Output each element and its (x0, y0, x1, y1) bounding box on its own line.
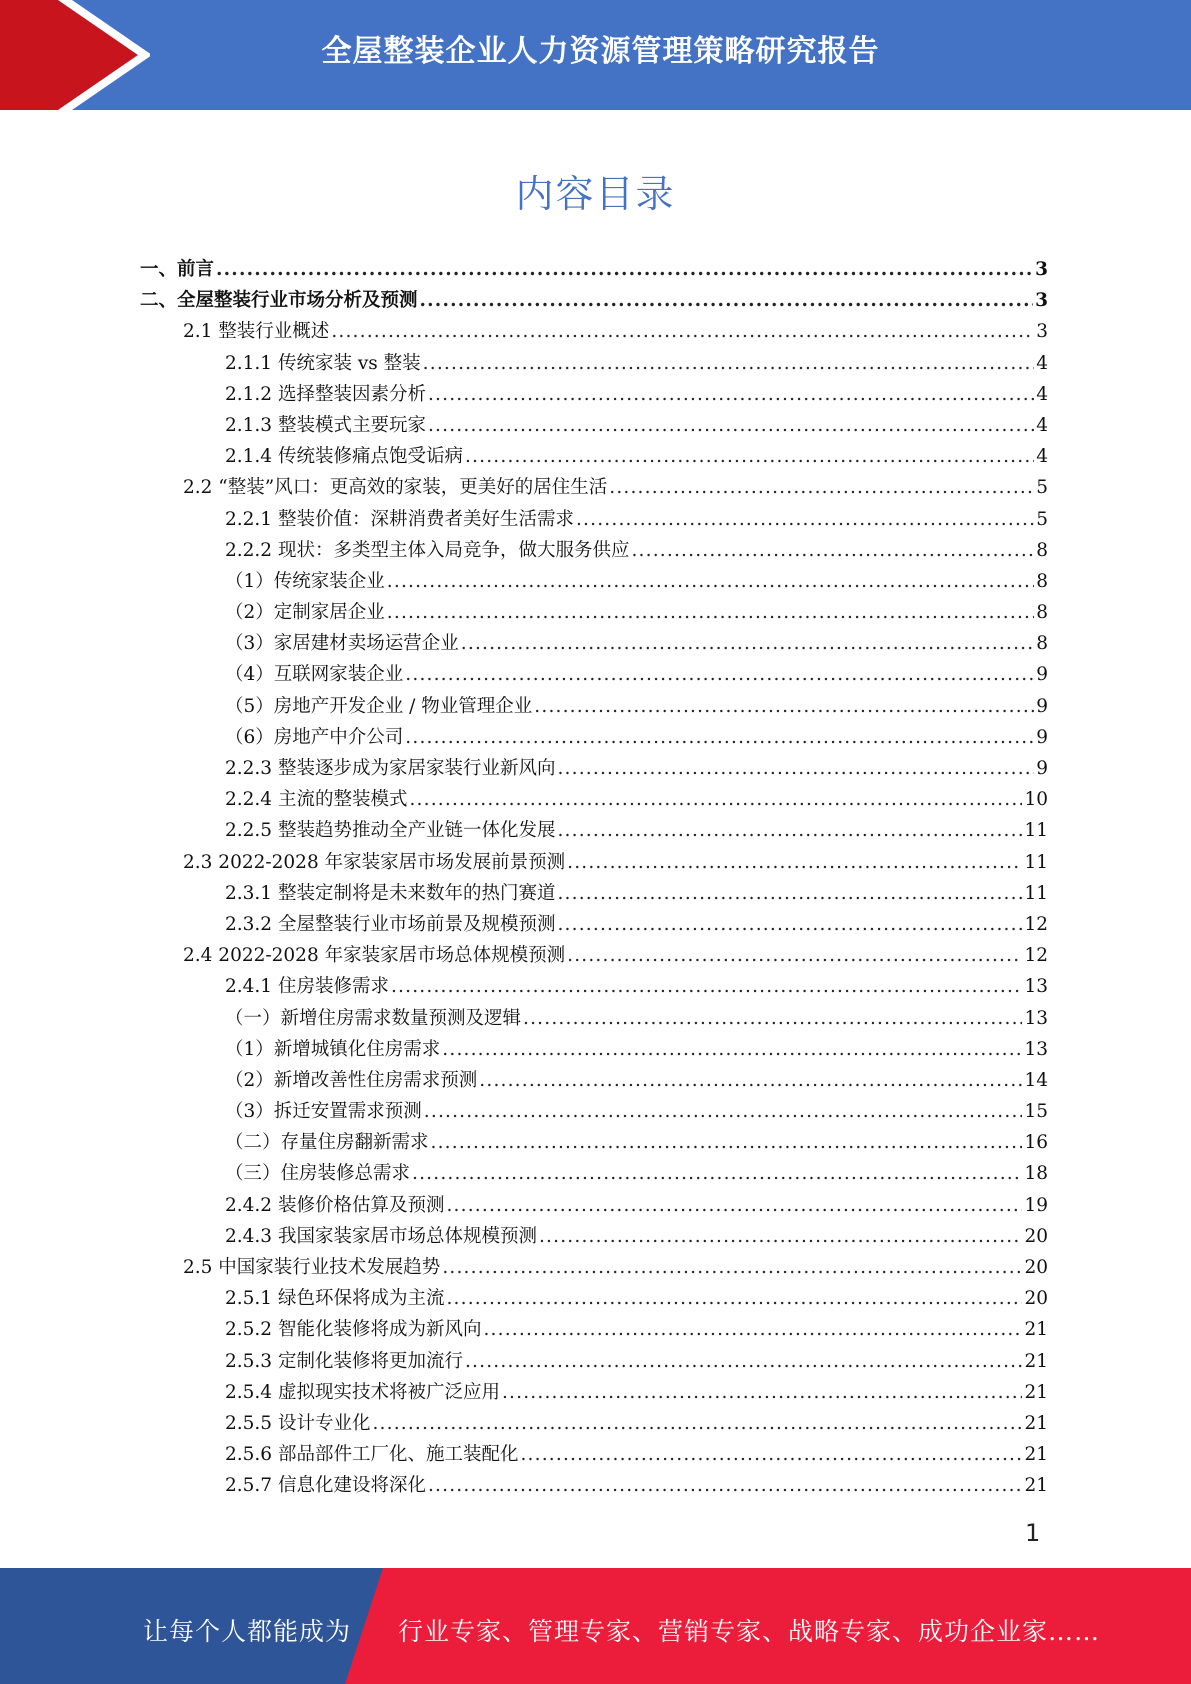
toc-leader-dots (557, 878, 1022, 909)
toc-entry-label: 2.1.3 整装模式主要玩家 (225, 414, 426, 436)
toc-leader-dots (442, 1034, 1022, 1065)
toc-leader-dots (557, 753, 1034, 784)
toc-entry[interactable] (140, 472, 1048, 503)
toc-entry-page: 21 (1024, 1412, 1048, 1434)
toc-leader-dots (446, 1190, 1022, 1221)
toc-entry-label: （4）互联网家装企业 (225, 664, 404, 686)
toc-entry-label: 2.2.4 主流的整装模式 (225, 789, 408, 811)
toc-entry-page: 12 (1024, 913, 1048, 935)
toc-entry-page: 4 (1036, 383, 1048, 405)
report-title: 全屋整装企业人力资源管理策略研究报告 (321, 34, 880, 69)
toc-entry[interactable] (140, 441, 1048, 472)
toc-entry[interactable] (140, 878, 1048, 909)
toc-leader-dots (609, 472, 1034, 503)
toc-entry-label: 2.2.1 整装价值：深耕消费者美好生活需求 (225, 508, 574, 530)
toc-leader-dots (479, 1065, 1022, 1096)
toc-entry-label: （二）存量住房翻新需求 (225, 1132, 429, 1154)
toc-leader-dots (387, 597, 1034, 628)
toc-leader-dots (446, 1283, 1022, 1314)
toc-entry-label: 2.5.1 绿色环保将成为主流 (225, 1288, 445, 1310)
toc-entry[interactable] (140, 535, 1048, 566)
toc-entry-label: 2.4.2 装修价格估算及预测 (225, 1194, 445, 1216)
toc-entry-label: 二、全屋整装行业市场分析及预测 (140, 290, 418, 312)
toc-entry[interactable] (140, 1346, 1048, 1377)
toc-entry[interactable] (140, 784, 1048, 815)
toc-leader-dots (442, 1252, 1022, 1283)
toc-leader-dots (557, 815, 1022, 846)
toc-entry-label: 2.1 整装行业概述 (183, 321, 330, 343)
toc-entry-label: 2.5.7 信息化建设将深化 (225, 1475, 426, 1497)
toc-entry-page: 21 (1024, 1444, 1048, 1466)
toc-entry[interactable] (140, 285, 1048, 316)
toc-entry-label: 2.2.2 现状：多类型主体入局竞争，做大服务供应 (225, 539, 630, 561)
toc-leader-dots (428, 410, 1034, 441)
toc-entry-label: 2.2.3 整装逐步成为家居家装行业新风向 (225, 758, 556, 779)
toc-entry[interactable] (140, 1470, 1048, 1501)
toc-entry-page: 8 (1036, 633, 1048, 655)
toc-entry-page: 5 (1036, 508, 1048, 530)
toc-entry[interactable] (140, 940, 1048, 971)
toc-entry[interactable] (140, 379, 1048, 410)
toc-entry-label: 2.1.4 传统装修痛点饱受诟病 (225, 446, 463, 468)
toc-entry[interactable] (140, 691, 1048, 722)
toc-leader-dots (409, 784, 1022, 815)
toc-entry[interactable] (140, 971, 1048, 1002)
toc-entry-page: 11 (1024, 851, 1048, 873)
toc-entry-label: 2.5.5 设计专业化 (225, 1412, 371, 1434)
toc-entry-label: 2.1.2 选择整装因素分析 (225, 383, 426, 405)
toc-entry[interactable] (140, 847, 1048, 878)
toc-entry[interactable] (140, 1034, 1048, 1065)
toc-entry-label: 2.1.1 传统家装 vs 整装 (225, 352, 421, 374)
toc-entry[interactable] (140, 254, 1048, 285)
toc-heading: 内容目录 (515, 172, 676, 216)
toc-entry[interactable] (140, 504, 1048, 535)
toc-leader-dots (387, 566, 1034, 597)
toc-leader-dots (372, 1408, 1022, 1439)
toc-leader-dots (405, 722, 1034, 753)
toc-entry-label: 2.5.6 部品部件工厂化、施工装配化 (225, 1444, 519, 1466)
toc-entry-label: 2.5.4 虚拟现实技术将被广泛应用 (225, 1381, 500, 1403)
toc-leader-dots (520, 1439, 1022, 1470)
toc-leader-dots (428, 1470, 1022, 1501)
toc-entry[interactable] (140, 316, 1048, 347)
toc-entry-page: 20 (1024, 1225, 1048, 1247)
toc-entry[interactable] (140, 1190, 1048, 1221)
toc-leader-dots (523, 1003, 1022, 1034)
toc-entry-page: 15 (1024, 1101, 1048, 1123)
toc-entry-page: 21 (1024, 1475, 1048, 1497)
toc-entry-page: 13 (1024, 1038, 1048, 1060)
toc-entry[interactable] (140, 1065, 1048, 1096)
toc-entry[interactable] (140, 1221, 1048, 1252)
toc-entry[interactable] (140, 597, 1048, 628)
toc-entry-label: 2.5.2 智能化装修将成为新风向 (225, 1319, 482, 1341)
toc-entry[interactable] (140, 1096, 1048, 1127)
toc-entry-page: 9 (1036, 695, 1048, 717)
toc-entry-page: 5 (1036, 477, 1048, 499)
toc-leader-dots (567, 847, 1022, 878)
toc-entry-page: 14 (1024, 1069, 1048, 1091)
toc-entry-page: 20 (1024, 1288, 1048, 1310)
toc-leader-dots (405, 659, 1034, 690)
toc-entry-page: 19 (1024, 1194, 1048, 1216)
toc-leader-dots (483, 1314, 1022, 1345)
toc-leader-dots (424, 1096, 1023, 1127)
page-number: 1 (1025, 1519, 1041, 1547)
toc-entry-page: 9 (1036, 758, 1048, 779)
toc-entry[interactable] (140, 1003, 1048, 1034)
toc-entry-label: 2.4.3 我国家装家居市场总体规模预测 (225, 1225, 537, 1247)
page-footer (0, 1568, 1191, 1684)
toc-entry-page: 13 (1024, 1007, 1048, 1029)
toc-entry-page: 4 (1036, 352, 1048, 374)
toc-entry[interactable] (140, 1127, 1048, 1158)
toc-entry-page: 4 (1036, 414, 1048, 436)
toc-entry-page: 12 (1024, 945, 1048, 967)
toc-leader-dots (412, 1158, 1022, 1189)
toc-entry-page: 21 (1024, 1381, 1048, 1403)
toc-entry[interactable] (140, 1377, 1048, 1408)
toc-entry-label: （1）传统家装企业 (225, 570, 385, 592)
toc-entry-page: 13 (1024, 976, 1048, 998)
toc-entry[interactable] (140, 815, 1048, 846)
toc-leader-dots (502, 1377, 1022, 1408)
toc-entry-label: 2.4 2022-2028 年家装家居市场总体规模预测 (183, 945, 566, 967)
toc-leader-dots (420, 285, 1034, 316)
toc-leader-dots (465, 1346, 1022, 1377)
toc-entry-label: （2）定制家居企业 (225, 602, 385, 624)
page-header (0, 0, 1191, 110)
toc-entry[interactable] (140, 1314, 1048, 1345)
toc-entry[interactable] (140, 1283, 1048, 1314)
toc-entry[interactable] (140, 1158, 1048, 1189)
toc-leader-dots (331, 316, 1034, 347)
toc-leader-dots (567, 940, 1022, 971)
toc-entry-page: 8 (1036, 539, 1048, 561)
toc-entry[interactable] (140, 722, 1048, 753)
toc-entry-label: 2.3.2 全屋整装行业市场前景及规模预测 (225, 913, 556, 935)
toc-entry-label: 一、前言 (140, 259, 215, 280)
toc-leader-dots (534, 691, 1034, 722)
toc-entry-label: 2.3 2022-2028 年家装家居市场发展前景预测 (183, 851, 566, 873)
toc-entry-label: 2.4.1 住房装修需求 (225, 976, 389, 998)
toc-leader-dots (539, 1221, 1022, 1252)
toc-entry-page: 21 (1024, 1319, 1048, 1341)
footer-slogan-right: 行业专家、管理专家、营销专家、战略专家、成功企业家…… (398, 1617, 1101, 1646)
toc-entry[interactable] (140, 348, 1048, 379)
toc-entry-page: 8 (1036, 602, 1048, 624)
toc-leader-dots (216, 254, 1033, 285)
toc-entry-page: 16 (1024, 1132, 1048, 1154)
toc-entry-page: 21 (1024, 1350, 1048, 1372)
toc-entry-page: 3 (1035, 290, 1048, 312)
toc-entry[interactable] (140, 1252, 1048, 1283)
toc-entry-label: 2.5.3 定制化装修将更加流行 (225, 1350, 463, 1372)
toc-entry[interactable] (140, 659, 1048, 690)
toc-entry-page: 11 (1024, 820, 1048, 842)
toc-entry[interactable] (140, 410, 1048, 441)
toc-entry[interactable] (140, 753, 1048, 784)
toc-leader-dots (423, 348, 1035, 379)
toc-entry[interactable] (140, 566, 1048, 597)
toc-leader-dots (431, 1127, 1023, 1158)
toc-entry-label: （5）房地产开发企业 / 物业管理企业 (225, 695, 533, 717)
toc-entry-label: 2.2.5 整装趋势推动全产业链一体化发展 (225, 820, 556, 842)
toc-entry-label: （6）房地产中介公司 (225, 726, 404, 748)
toc-entry-page: 11 (1024, 882, 1048, 904)
toc-entry-page: 10 (1024, 789, 1048, 811)
toc-entry-label: （一）新增住房需求数量预测及逻辑 (225, 1007, 522, 1029)
toc-entry-page: 9 (1036, 664, 1048, 686)
toc-entry-page: 20 (1024, 1257, 1048, 1278)
toc-entry[interactable] (140, 909, 1048, 940)
toc-leader-dots (461, 628, 1034, 659)
toc-entry-page: 3 (1036, 321, 1048, 343)
toc-entry-page: 18 (1024, 1163, 1048, 1185)
toc-entry-label: （3）拆迁安置需求预测 (225, 1101, 422, 1123)
toc-entry-page: 9 (1036, 726, 1048, 748)
toc-entry[interactable] (140, 1439, 1048, 1470)
toc-leader-dots (631, 535, 1034, 566)
toc-leader-dots (557, 909, 1022, 940)
footer-slogan-left: 让每个人都能成为 (143, 1617, 352, 1646)
toc-leader-dots (391, 971, 1022, 1002)
toc-entry-label: 2.5 中国家装行业技术发展趋势 (183, 1257, 441, 1278)
toc-leader-dots (428, 379, 1034, 410)
toc-leader-dots (576, 504, 1034, 535)
toc-entry-page: 3 (1035, 259, 1048, 280)
toc-entry-label: 2.3.1 整装定制将是未来数年的热门赛道 (225, 882, 556, 904)
toc-entry-page: 4 (1036, 446, 1048, 468)
table-of-contents (140, 254, 1048, 1502)
toc-entry[interactable] (140, 1408, 1048, 1439)
toc-entry-label: （三）住房装修总需求 (225, 1163, 411, 1185)
toc-entry-label: 2.2 “整装”风口：更高效的家装，更美好的居住生活 (183, 477, 608, 499)
toc-entry-page: 8 (1036, 570, 1048, 592)
toc-entry-label: （3）家居建材卖场运营企业 (225, 633, 459, 655)
toc-leader-dots (465, 441, 1034, 472)
toc-entry-label: （1）新增城镇化住房需求 (225, 1038, 441, 1060)
toc-entry[interactable] (140, 628, 1048, 659)
toc-entry-label: （2）新增改善性住房需求预测 (225, 1069, 478, 1091)
